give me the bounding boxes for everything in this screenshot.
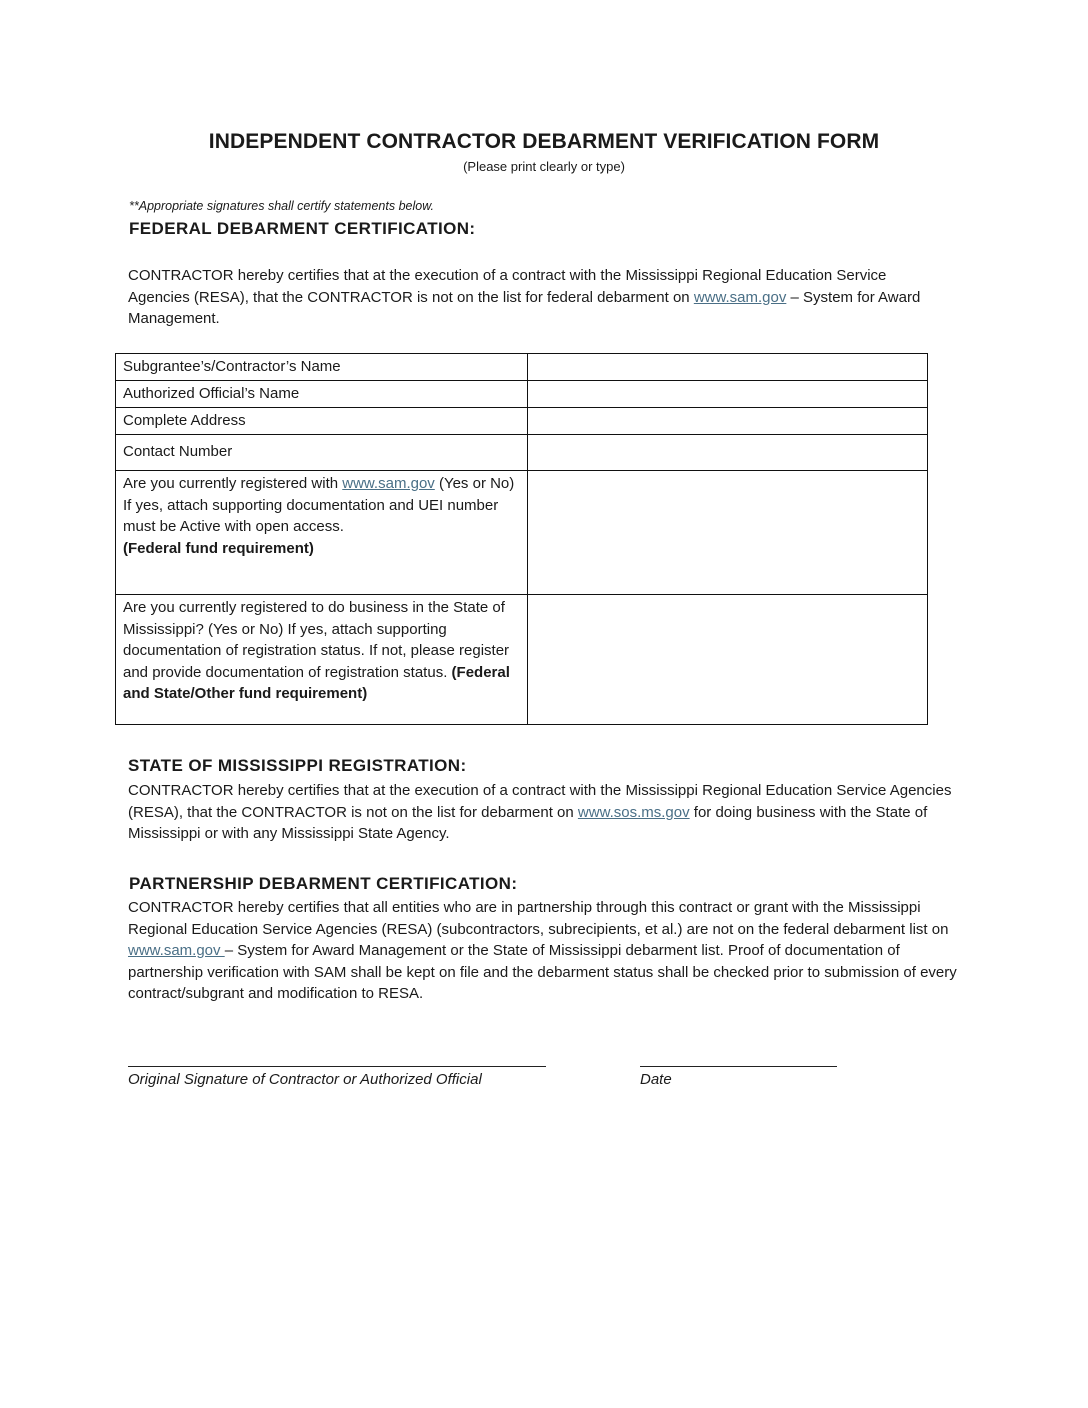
form-title: INDEPENDENT CONTRACTOR DEBARMENT VERIFICATION FORM [208, 130, 880, 153]
state-text-a: CONTRACTOR hereby certifies that at the execution of a contract with the Mississippi Regional Education Service Agencies (RESA), that the CONTRACTOR is not on the list for debarment on [128, 782, 952, 821]
signature-note: **Appropriate signatures shall certify statements below. [129, 199, 435, 213]
table-row [116, 408, 928, 435]
partnership-text-a: CONTRACTOR hereby certifies that all entities who are in partnership through this contract or grant with the Mississippi Regional Education Service Agencies (RESA) (subcontractors, subrecipients, et al.) are not on the federal debarment list on [128, 899, 949, 938]
table-row [116, 595, 928, 725]
address-field[interactable] [528, 408, 928, 435]
official-name-label: Authorized Official’s Name [116, 381, 528, 408]
partnership-sam-link[interactable]: www.sam.gov [128, 942, 225, 959]
state-registration-label [116, 595, 528, 725]
signature-line[interactable] [128, 1066, 546, 1067]
federal-heading: FEDERAL DEBARMENT CERTIFICATION: [129, 219, 476, 238]
official-name-field[interactable] [528, 381, 928, 408]
partnership-paragraph [128, 897, 960, 1005]
state-registration-field[interactable] [528, 595, 928, 725]
contractor-info-table [115, 353, 928, 725]
table-row [116, 381, 928, 408]
contact-number-label: Contact Number [116, 435, 528, 471]
partnership-text-b: – System for Award Management or the State of Mississippi debarment list. Proof of documentation of partnership verification with SAM shall be kept on file and the debarment status shall be checked prior to submission of every contract/subgrant and modification to RESA. [128, 942, 957, 1002]
state-registration-text: Are you currently registered to do business in the State of Mississippi? (Yes or No) If yes, attach supporting documentation of registration status. If not, please register and provide documentation of registration status. [123, 599, 510, 681]
contractor-name-label: Subgrantee’s/Contractor’s Name [116, 354, 528, 381]
state-sos-link[interactable]: www.sos.ms.gov [577, 803, 690, 821]
state-text-b: for doing business with the State of Mississippi or with any Mississippi State Agency. [128, 803, 928, 842]
contact-number-field[interactable] [528, 435, 928, 471]
sam-registration-requirement: (Federal fund requirement) [123, 539, 314, 557]
state-heading: STATE OF MISSISSIPPI REGISTRATION: [128, 756, 467, 775]
table-row [116, 435, 928, 471]
sam-registration-text-b: (Yes or No) If yes, attach supporting documentation and UEI number must be Active with open access. [123, 475, 515, 535]
federal-sam-link[interactable]: www.sam.gov [693, 288, 787, 306]
partnership-heading: PARTNERSHIP DEBARMENT CERTIFICATION: [129, 874, 518, 893]
date-label: Date [640, 1071, 672, 1088]
state-registration-requirement: (Federal and State/Other fund requirement) [123, 663, 510, 702]
state-paragraph [128, 780, 968, 845]
table-row [116, 354, 928, 381]
form-subtitle: (Please print clearly or type) [463, 159, 625, 174]
sam-registration-field[interactable] [528, 471, 928, 595]
sam-registration-label [116, 471, 528, 595]
sam-registration-link[interactable]: www.sam.gov [342, 475, 435, 492]
table-row [116, 471, 928, 595]
federal-text-b: – System for Award Management. [128, 288, 921, 327]
sam-registration-text-a: Are you currently registered with [123, 475, 343, 492]
federal-paragraph [128, 265, 948, 330]
contractor-name-field[interactable] [528, 354, 928, 381]
federal-text-a: CONTRACTOR hereby certifies that at the execution of a contract with the Mississippi Regional Education Service Agencies (RESA), that the CONTRACTOR is not on the list for federal debarment on [128, 267, 887, 306]
signature-label: Original Signature of Contractor or Authorized Official [128, 1071, 482, 1088]
date-line[interactable] [640, 1066, 837, 1067]
address-label: Complete Address [116, 408, 528, 435]
